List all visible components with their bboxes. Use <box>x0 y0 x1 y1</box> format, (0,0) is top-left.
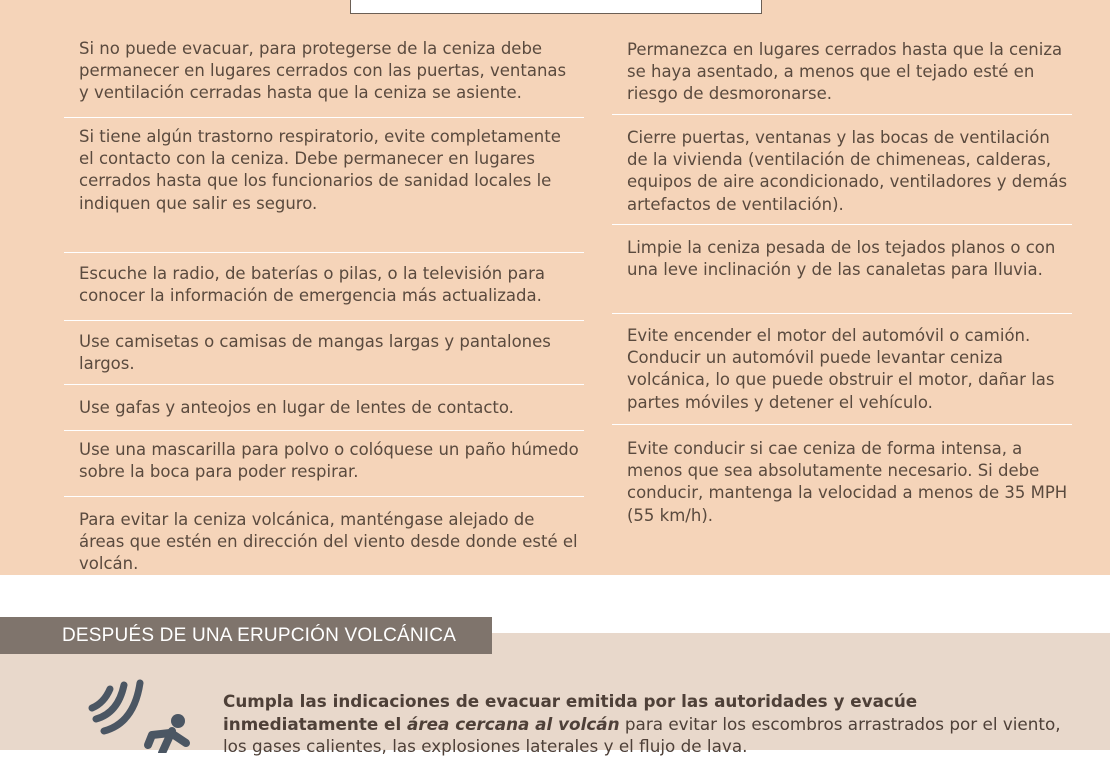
evacuate-running-person-icon <box>82 673 192 753</box>
tip-item: Si tiene algún trastorno respiratorio, evite completamente el contacto con la ceniza. Debe permanecer en lugares cerrados hasta que los funcionarios de sanidad locales le indiquen que salir es seguro. <box>64 118 584 253</box>
tip-item: Evite conducir si cae ceniza de forma intensa, a menos que sea absolutamente necesario. Si debe conducir, mantenga la velocidad a menos de 35 MPH (55 km/h). <box>627 439 1068 525</box>
tip-item: Para evitar la ceniza volcánica, manténgase alejado de áreas que estén en dirección del viento desde donde esté el volcán. <box>79 510 578 574</box>
after-eruption-paragraph <box>223 690 1063 758</box>
tip-item: Escuche la radio, de baterías o pilas, o la televisión para conocer la información de emergencia más actualizada. <box>64 253 584 321</box>
after-bold-text: Cumpla las indicaciones de evacuar emitida por las autoridades y evacúe inmediatamente el <box>223 691 918 734</box>
tip-item: Evite encender el motor del automóvil o camión. Conducir un automóvil puede levantar ceniza volcánica, lo que puede obstruir el motor, dañar las partes móviles y detener el vehículo. <box>612 314 1072 425</box>
tip-item: Limpie la ceniza pesada de los tejados planos o con una leve inclinación y de las canaletas para lluvia. <box>612 225 1072 314</box>
tip-item: Use camisetas o camisas de mangas largas y pantalones largos. <box>64 321 584 385</box>
after-rest-text: para evitar los escombros arrastrados por el viento, los gases calientes, las explosiones laterales y el flujo de lava. <box>223 713 1061 756</box>
tip-item: Cierre puertas, ventanas y las bocas de ventilación de la vivienda (ventilación de chimeneas, calderas, equipos de aire acondicionado, ventiladores y demás artefactos de ventilación). <box>612 115 1072 225</box>
after-bold-italic-text: área cercana al volcán <box>407 713 620 734</box>
tips-right-column <box>612 28 1072 525</box>
tip-item: Use gafas y anteojos en lugar de lentes de contacto. <box>64 385 584 431</box>
tip-item: Permanezca en lugares cerrados hasta que la ceniza se haya asentado, a menos que el tejado esté en riesgo de desmoronarse. <box>612 28 1072 115</box>
after-section-heading: DESPUÉS DE UNA ERUPCIÓN VOLCÁNICA <box>0 617 492 654</box>
tip-item: Si no puede evacuar, para protegerse de la ceniza debe permanecer en lugares cerrados con las puertas, ventanas y ventilación cerradas hasta que la ceniza se asiente. <box>64 28 584 118</box>
tip-item: Use una mascarilla para polvo o colóquese un paño húmedo sobre la boca para poder respirar. <box>64 431 584 497</box>
section-title-box <box>350 0 762 14</box>
tips-left-column <box>64 28 584 574</box>
